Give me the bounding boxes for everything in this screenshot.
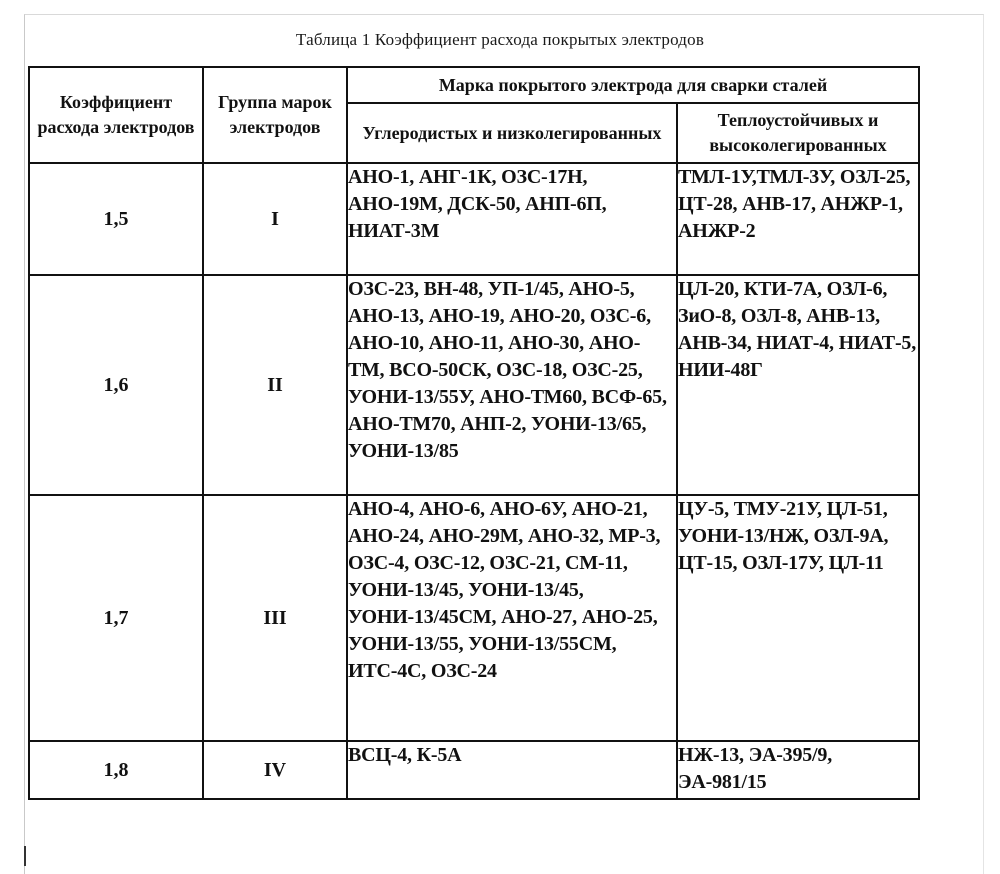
group-cell: I	[203, 163, 347, 275]
header-heat-resistant-steels: Теплоустойчивых и высоколегированных	[677, 103, 919, 163]
header-group: Группа марок электродов	[203, 67, 347, 163]
heat-resistant-electrodes-cell: НЖ-13, ЭА-395/9, ЭА-981/15	[677, 741, 919, 799]
table-row	[29, 275, 919, 495]
heat-resistant-electrodes-cell: ЦУ-5, ТМУ-21У, ЦЛ-51, УОНИ-13/НЖ, ОЗЛ-9А, ЦТ-15, ОЗЛ-17У, ЦЛ-11	[677, 495, 919, 741]
coefficient-cell: 1,6	[29, 275, 203, 495]
heat-resistant-electrodes-cell: ЦЛ-20, КТИ-7А, ОЗЛ-6, ЗиО-8, ОЗЛ-8, АНВ-13, АНВ-34, НИАТ-4, НИАТ-5, НИИ-48Г	[677, 275, 919, 495]
header-brand-group: Марка покрытого электрода для сварки сталей	[347, 67, 919, 103]
header-carbon-steels: Углеродистых и низколегированных	[347, 103, 677, 163]
page-edge-mark	[24, 846, 26, 866]
table-row	[29, 163, 919, 275]
group-cell: IV	[203, 741, 347, 799]
table-row	[29, 741, 919, 799]
heat-resistant-electrodes-cell: ТМЛ-1У,ТМЛ-3У, ОЗЛ-25, ЦТ-28, АНВ-17, АНЖР-1, АНЖР-2	[677, 163, 919, 275]
carbon-electrodes-cell: ОЗС-23, ВН-48, УП-1/45, АНО-5, АНО-13, АНО-19, АНО-20, ОЗС-6, АНО-10, АНО-11, АНО-30, АНО-ТМ, ВСО-50СК, ОЗС-18, ОЗС-25, УОНИ-13/55У, АНО-ТМ60, ВСФ-65, АНО-ТМ70, АНП-2, УОНИ-13/65, УОНИ-13/85	[347, 275, 677, 495]
header-coefficient: Коэффициент расхода электродов	[29, 67, 203, 163]
group-cell: II	[203, 275, 347, 495]
electrode-coefficient-table	[28, 66, 920, 800]
carbon-electrodes-cell: АНО-1, АНГ-1К, ОЗС-17Н, АНО-19М, ДСК-50, АНП-6П, НИАТ-3М	[347, 163, 677, 275]
coefficient-cell: 1,7	[29, 495, 203, 741]
carbon-electrodes-cell: АНО-4, АНО-6, АНО-6У, АНО-21, АНО-24, АНО-29М, АНО-32, МР-3, ОЗС-4, ОЗС-12, ОЗС-21, СМ-11, УОНИ-13/45, УОНИ-13/45, УОНИ-13/45СМ, АНО-27, АНО-25, УОНИ-13/55, УОНИ-13/55СМ, ИТС-4С, ОЗС-24	[347, 495, 677, 741]
table-row	[29, 495, 919, 741]
carbon-electrodes-cell: ВСЦ-4, К-5А	[347, 741, 677, 799]
table-caption: Таблица 1 Коэффициент расхода покрытых электродов	[295, 30, 705, 49]
group-cell: III	[203, 495, 347, 741]
coefficient-cell: 1,5	[29, 163, 203, 275]
coefficient-cell: 1,8	[29, 741, 203, 799]
